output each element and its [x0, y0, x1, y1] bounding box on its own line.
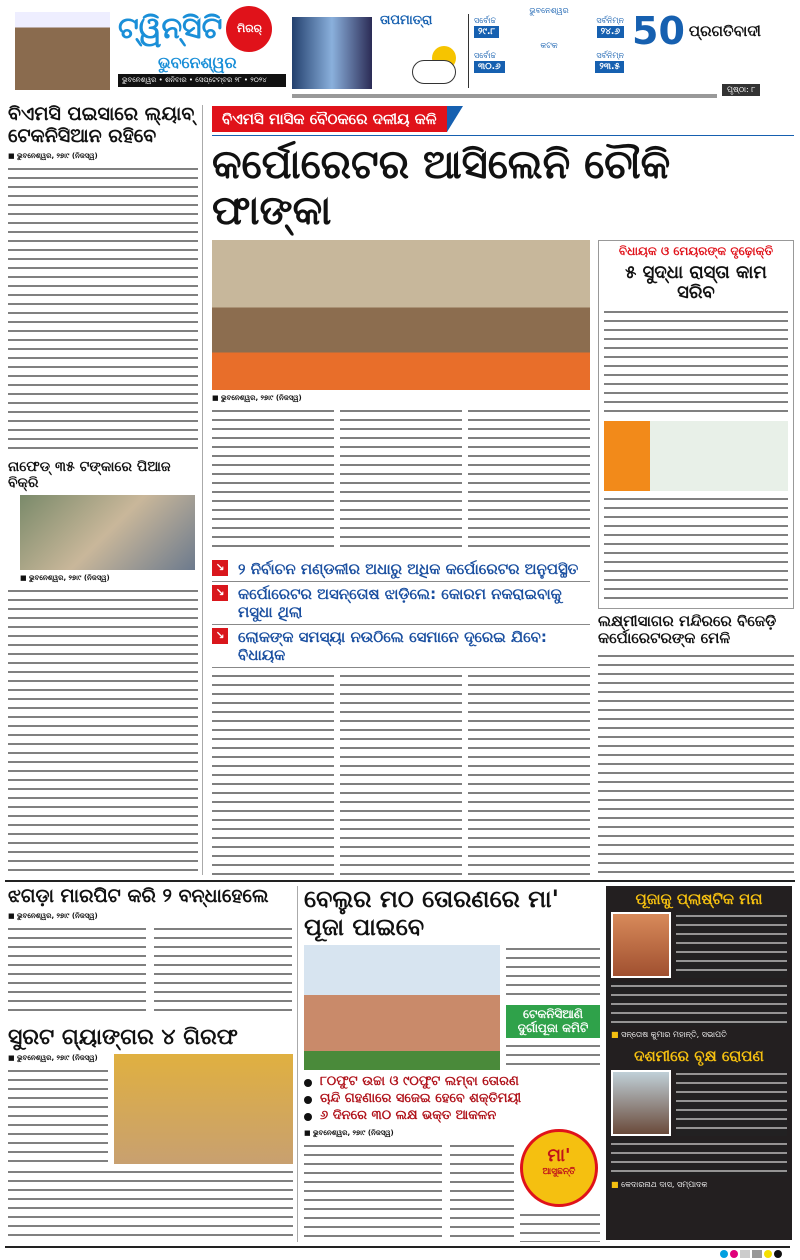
building-image	[292, 17, 372, 89]
bullet-item	[304, 1091, 600, 1108]
main-kicker	[212, 106, 447, 132]
roads-kicker: ବିଧାୟକ ଓ ମେୟରଙ୍କ ଦୃଢ଼ୋକ୍ତି	[618, 244, 774, 258]
belur-body-right	[520, 1211, 600, 1242]
paper-name: ପ୍ରଗତିବାଦୀ	[688, 22, 761, 41]
belur-story	[304, 886, 600, 1242]
fight-dateline: ■ ଭୁବନେଶ୍ୱର, ୨୭ା୯ (ନିଜସ୍ୱ)	[8, 911, 98, 920]
dateline-bar: ଭୁବନେଶ୍ୱର • ଶନିବାର • ସେପ୍ଟେମ୍ବର ୨୮ • ୨୦୨୪	[118, 74, 286, 87]
bullet-dot-icon	[304, 1096, 312, 1104]
lab-headline: ବିଏମସି ପଇସାରେ ଲ୍ୟାବ୍ ଟେକନିସିଆନ ରହିବେ	[8, 103, 195, 147]
kicker-text: ବିଏମସି ମାସିକ ବୈଠକରେ ଦଳୀୟ କଳି	[222, 110, 437, 128]
max-label: ସର୍ବୋଚ୍ଚ	[474, 51, 497, 60]
column-rule	[202, 105, 203, 875]
badge-bottom: ଆସୁଛନ୍ତି	[542, 1166, 576, 1177]
lab-dateline: ■ ଭୁବନେଶ୍ୱର, ୨୭ା୯ (ନିଜସ୍ୱ)	[8, 151, 98, 160]
masthead	[118, 6, 286, 87]
belur-dateline: ■ ଭୁବନେଶ୍ୱର, ୨୭ା୯ (ନିଜସ୍ୱ)	[304, 1128, 394, 1137]
nafed-headline: ନାଫେଡ୍‌ ୩୫ ଟଙ୍କାରେ ପିଆଜ ବିକ୍ରି	[8, 459, 171, 492]
bullet-item	[212, 557, 590, 582]
belur-body	[304, 1142, 514, 1242]
badge-top: ମା'	[547, 1144, 571, 1166]
min-temp: ୨୪.୬	[597, 26, 624, 38]
header-rule	[292, 94, 717, 98]
weather-divider	[468, 14, 469, 88]
belur-body-side	[506, 945, 600, 1001]
temple-image	[15, 12, 110, 90]
plastic-body	[676, 912, 787, 978]
masthead-city: ଭୁବନେଶ୍ୱର	[158, 53, 237, 72]
roads-body	[604, 308, 788, 417]
temple-body	[598, 652, 794, 876]
city-name: ଭୁବନେଶ୍ୱର	[529, 6, 569, 15]
roads-headline: ୫ ସୁଦ୍ଧା ରାସ୍ତା କାମ ସରିବ	[625, 261, 767, 304]
belur-headline: ବେଲୁର ମଠ ତୋରଣରେ ମା' ପୂଜା ପାଇବେ	[304, 885, 559, 941]
bullet-item	[304, 1108, 600, 1125]
section-rule	[5, 880, 795, 882]
lab-body	[8, 165, 198, 452]
main-body-bottom	[212, 672, 590, 876]
roads-box	[598, 240, 794, 609]
temple-headline: ଲକ୍ଷ୍ମୀସାଗର ମନ୍ଦିରରେ ବିଜେଡ଼ି କର୍ପୋରେଟରଙ୍କ ମେଳି	[598, 612, 777, 648]
bullet-text: ଲୋକଙ୍କ ସମସ୍ୟା ନଉଠିଲେ ସେମାନେ ଦୂରେଇ ଯିବେ: ବିଧାୟକ	[238, 627, 547, 664]
signature-text: କେଦାରନାଥ ଦାସ, ସମ୍ପାଦକ	[621, 1179, 708, 1189]
bullet-text: କର୍ପୋରେଟର ଅସନ୍ତୋଷ ଝାଡ଼ିଲେ: କୋରମ ନକରାଇବାକୁ ମସୁଧା ଥିଲା	[238, 584, 562, 621]
nafed-photo	[20, 495, 195, 570]
arrow-icon: ↘	[212, 585, 228, 601]
max-label: ସର୍ବୋଚ୍ଚ	[474, 16, 497, 25]
surat-headline: ସୁରଟ ଗ୍ୟାଙ୍ଗର ୪ ଗିରଫ	[8, 1024, 238, 1050]
left-column	[8, 104, 198, 874]
signature-text: ସନ୍ତୋଷ କୁମାର ମହାନ୍ତି, ସଭାପତି	[621, 1030, 727, 1040]
belur-body-side-2	[506, 1042, 600, 1070]
roads-body-2	[604, 495, 788, 604]
weather-city-1	[474, 41, 624, 73]
bullet-text: ୬ ଦିନରେ ୩୦ ଲକ୍ଷ ଭକ୍ତ ଆକଳନ	[320, 1107, 497, 1123]
arrow-icon: ↘	[212, 628, 228, 644]
main-headline: କର୍ପୋରେଟର ଆସିଲେନି ଚୌକି ଫାଙ୍କା	[212, 142, 671, 234]
plastic-body-2	[611, 982, 787, 1026]
nafed-body	[8, 587, 198, 874]
main-story	[212, 106, 794, 876]
mla-photo	[604, 421, 788, 491]
committee-box: ଟେକନିସିଆଣି ଦୁର୍ଗାପୂଜା କମିଟି	[506, 1005, 600, 1039]
bullet-text: ୮୦ଫୁଟ ଉଚ୍ଚା ଓ ୯୦ଫୁଟ ଲମ୍ବା ତୋରଣ	[320, 1074, 519, 1090]
bullet-text: ୨ ନିର୍ବାଚନ ମଣ୍ଡଳୀର ଅଧାରୁ ଅଧିକ କର୍ପୋରେଟର ଅନୁପସ୍ଥିତ	[238, 559, 579, 578]
weather-icon	[412, 46, 462, 86]
masthead-title: ଟ୍ୱିନ୍‌ସିଟି	[118, 10, 223, 46]
masthead-badge: ମିରର୍	[226, 6, 272, 52]
surat-dateline: ■ ଭୁବନେଶ୍ୱର, ୨୭ା୯ (ନିଜସ୍ୱ)	[8, 1054, 98, 1063]
bullet-item	[212, 625, 590, 668]
bullet-dot-icon	[304, 1079, 312, 1087]
secretary-photo	[611, 1070, 671, 1136]
kicker-accent	[447, 106, 463, 132]
plastic-headline: ପୂଜାକୁ ପ୍ଲାଷ୍ଟିକ ମନା	[635, 890, 763, 908]
page-number: ପୃଷ୍ଠା: ୮	[722, 84, 760, 96]
footer-rule	[5, 1246, 790, 1248]
fight-body	[8, 925, 293, 1017]
min-label: ସର୍ବନିମ୍ନ	[596, 51, 624, 60]
bullet-text: ଚାନ୍ଦି ଗହଣାରେ ସଜେଇ ହେବେ ଶକ୍ତିମୟୀ	[320, 1091, 522, 1107]
accused-photo	[114, 1054, 293, 1164]
meeting-photo	[212, 240, 590, 390]
president-signature: ■ ସନ୍ତୋଷ କୁମାର ମହାନ୍ତି, ସଭାପତି	[611, 1030, 727, 1040]
weather-cities	[474, 6, 624, 73]
weather-title: ତାପମାତ୍ରା	[380, 13, 433, 28]
fight-headline: ଝଗଡ଼ା ମାରପିଟ କରି ୨ ବନ୍ଧାହେଲେ	[8, 885, 269, 907]
tree-body	[676, 1070, 787, 1136]
min-temp: ୨୩.୫	[595, 61, 624, 73]
bottom-left-column	[8, 886, 293, 1242]
max-temp: ୩୦.୬	[474, 61, 505, 73]
bullet-item	[304, 1074, 600, 1091]
secretary-signature: ■ କେଦାରନାଥ ଦାସ, ସମ୍ପାଦକ	[611, 1179, 708, 1189]
nafed-dateline: ■ ଭୁବନେଶ୍ୱର, ୨୭ା୯ (ନିଜସ୍ୱ)	[20, 574, 110, 583]
max-temp: ୨୯.୮	[474, 26, 499, 38]
anniversary-logo: 50	[632, 9, 685, 53]
city-name: କଟକ	[540, 41, 558, 50]
main-bullets	[212, 557, 590, 668]
ma-asuchhanti-badge	[520, 1129, 598, 1207]
weather-city-0	[474, 6, 624, 38]
arrow-icon: ↘	[212, 560, 228, 576]
paper-brand	[632, 10, 792, 54]
main-dateline: ■ ଭୁବନେଶ୍ୱର, ୨୭ା୯ (ନିଜସ୍ୱ)	[212, 394, 302, 402]
president-photo	[611, 912, 671, 978]
bullet-item	[212, 582, 590, 625]
belur-bullets	[304, 1074, 600, 1125]
min-label: ସର୍ବନିମ୍ନ	[596, 16, 624, 25]
column-rule	[297, 886, 298, 1242]
tree-headline: ଦଶମୀରେ ବୃକ୍ଷ ରୋପଣ	[634, 1047, 764, 1066]
color-registration-marks	[720, 1250, 782, 1258]
belur-photo	[304, 945, 500, 1070]
surat-body	[8, 1067, 108, 1164]
tree-body-2	[611, 1140, 787, 1176]
surat-body-2	[8, 1168, 293, 1242]
bullet-dot-icon	[304, 1113, 312, 1121]
main-body-top	[212, 407, 590, 553]
puja-sidebar	[606, 886, 792, 1240]
